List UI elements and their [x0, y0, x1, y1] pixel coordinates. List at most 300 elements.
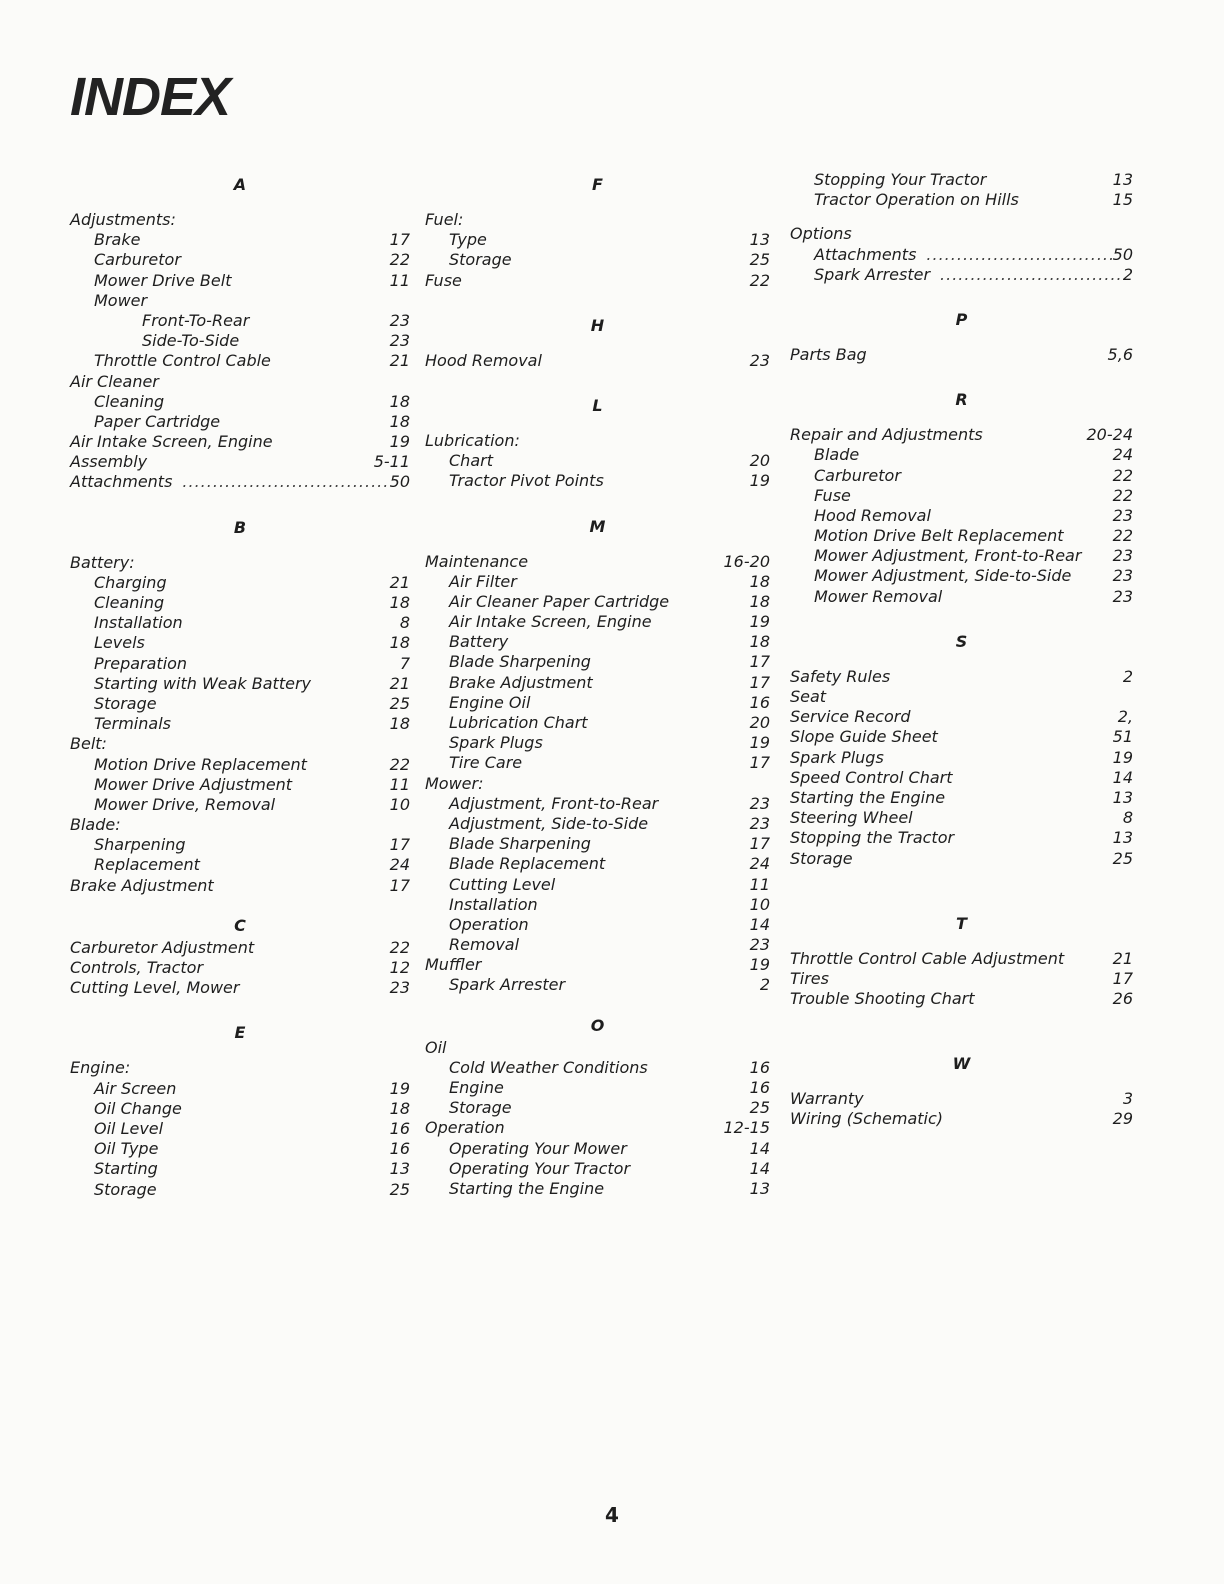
entry-page-number: 11	[389, 270, 410, 290]
entry-label: Safety Rules	[790, 666, 891, 686]
entry-label: Charging	[94, 572, 167, 592]
entry-label: Starting	[94, 1159, 158, 1179]
entry-page-number: 23	[1112, 566, 1133, 586]
entry-page-number: 21	[389, 572, 410, 592]
index-entry	[790, 546, 1133, 566]
section-letter: W	[952, 1054, 971, 1074]
section-letter: O	[590, 1015, 605, 1035]
index-entry	[790, 170, 1133, 190]
entry-page-number: 25	[389, 1179, 410, 1199]
index-entry	[425, 814, 770, 834]
entry-label: Blade Replacement	[449, 854, 606, 874]
index-entry	[70, 978, 410, 998]
index-entry	[790, 345, 1133, 365]
index-entry	[425, 753, 770, 773]
index-entry	[790, 1089, 1133, 1109]
entry-label: Spark Plugs	[449, 733, 543, 753]
entry-label: Battery:	[70, 552, 135, 572]
entry-label: Tractor Operation on Hills	[814, 190, 1019, 210]
entry-label: Mower Adjustment, Side-to-Side	[814, 566, 1072, 586]
index-entry	[70, 938, 410, 958]
index-entry	[425, 612, 770, 632]
entry-page-number: 14	[1112, 767, 1133, 787]
entry-page-number: 2,	[1117, 707, 1133, 727]
index-entry	[70, 714, 410, 734]
entry-label: Mower Drive Adjustment	[94, 774, 293, 794]
entry-label: Starting the Engine	[790, 787, 946, 807]
entry-label: Type	[449, 230, 487, 250]
entry-page-number: 29	[1112, 1109, 1133, 1129]
entry-label: Carburetor	[94, 250, 181, 270]
entry-label: Hood Removal	[425, 350, 542, 370]
index-entry	[790, 245, 1133, 265]
index-entry	[425, 975, 770, 995]
entry-page-number: 17	[389, 835, 410, 855]
entry-page-number: 11	[389, 774, 410, 794]
index-entry	[425, 230, 770, 250]
entry-page-number: 13	[1112, 787, 1133, 807]
entry-label: Engine	[449, 1078, 504, 1097]
entry-page-number: 19	[749, 955, 770, 975]
entry-page-number: 19	[389, 1078, 410, 1098]
section-spacer	[70, 493, 410, 513]
entry-page-number: 18	[749, 571, 770, 591]
section-letter: S	[955, 631, 968, 651]
index-entry	[425, 1038, 770, 1058]
index-entry	[70, 472, 410, 492]
entry-page-number: 23	[389, 978, 410, 998]
index-entry	[425, 733, 770, 753]
index-entry	[70, 1119, 410, 1139]
index-entry	[70, 1159, 410, 1179]
index-entry	[70, 230, 410, 250]
entry-label: Mower Drive Belt	[94, 270, 232, 290]
entry-label: Speed Control Chart	[790, 767, 953, 787]
entry-page-number: 23	[749, 793, 770, 813]
index-entry	[425, 895, 770, 915]
index-entry	[425, 451, 770, 471]
index-entry	[70, 210, 410, 230]
entry-page-number: 22	[389, 937, 410, 957]
index-entry	[70, 351, 410, 371]
index-entry	[70, 835, 410, 855]
index-entry	[70, 372, 410, 392]
index-entry	[70, 734, 410, 754]
entry-label: Slope Guide Sheet	[790, 727, 938, 747]
index-entry	[70, 958, 410, 978]
entry-label: Adjustments:	[70, 210, 176, 229]
index-entry	[790, 224, 1133, 244]
entry-page-number: 23	[389, 331, 410, 351]
index-entry	[70, 311, 410, 331]
index-entry	[790, 828, 1133, 848]
index-entry	[70, 1079, 410, 1099]
dot-leader	[940, 265, 1123, 285]
entry-page-number: 5-11	[373, 452, 410, 472]
entry-label: Fuse	[425, 270, 462, 290]
entry-label: Tire Care	[449, 753, 523, 773]
entry-label: Storage	[449, 1098, 512, 1118]
index-entry	[70, 1139, 410, 1159]
index-entry	[425, 271, 770, 291]
entry-page-number: 24	[1112, 445, 1133, 465]
entry-label: Throttle Control Cable	[94, 351, 271, 371]
entry-label: Mower Removal	[814, 586, 943, 606]
entry-page-number: 12	[389, 958, 410, 977]
index-entry	[790, 425, 1133, 445]
entry-page-number: 19	[749, 471, 770, 491]
entry-page-number: 51	[1112, 727, 1133, 747]
entry-label: Cleaning	[94, 593, 165, 612]
entry-page-number: 17	[1112, 968, 1133, 988]
entry-page-number: 23	[749, 813, 770, 833]
entry-label: Mower:	[425, 773, 484, 793]
entry-label: Cutting Level, Mower	[70, 978, 240, 998]
index-entry	[425, 774, 770, 794]
section-spacer	[425, 371, 770, 391]
index-entry	[425, 935, 770, 955]
entry-label: Oil Change	[94, 1098, 182, 1118]
index-entry	[70, 573, 410, 593]
entry-label: Lubrication Chart	[449, 713, 588, 732]
entry-label: Storage	[94, 1179, 157, 1199]
entry-page-number: 17	[749, 753, 770, 773]
entry-label: Spark Arrester	[814, 264, 931, 284]
entry-page-number: 16	[749, 1057, 770, 1077]
index-entry	[70, 432, 410, 452]
index-entry	[425, 431, 770, 451]
entry-page-number: 18	[749, 591, 770, 611]
index-entry	[425, 713, 770, 733]
entry-label: Air Cleaner	[70, 371, 159, 391]
index-entry	[70, 291, 410, 311]
index-entry	[425, 875, 770, 895]
entry-label: Options	[790, 224, 852, 244]
index-entry	[425, 1118, 770, 1138]
entry-label: Terminals	[94, 714, 171, 734]
index-entry	[70, 452, 410, 472]
entry-page-number: 5,6	[1107, 344, 1133, 364]
index-column-1	[70, 170, 410, 1200]
section-letter: T	[956, 913, 967, 933]
index-entry	[790, 526, 1133, 546]
section-letter: E	[234, 1023, 246, 1043]
index-entry	[790, 486, 1133, 506]
entry-page-number: 22	[389, 250, 410, 270]
entry-page-number: 23	[1112, 586, 1133, 606]
entry-page-number: 10	[389, 794, 410, 814]
entry-page-number: 16	[749, 692, 770, 712]
entry-label: Air Filter	[449, 571, 517, 591]
entry-page-number: 8	[1122, 808, 1133, 828]
entry-page-number: 18	[389, 633, 410, 653]
index-entry	[70, 855, 410, 875]
index-entry	[790, 707, 1133, 727]
entry-page-number: 18	[389, 714, 410, 734]
entry-label: Mower Adjustment, Front-to-Rear	[814, 546, 1082, 566]
entry-label: Carburetor	[814, 465, 901, 485]
index-entry	[425, 351, 770, 371]
page-number: 4	[605, 1503, 619, 1527]
entry-label: Adjustment, Front-to-Rear	[449, 793, 659, 813]
entry-label: Chart	[449, 451, 493, 471]
index-entry	[425, 1179, 770, 1199]
entry-label: Stopping Your Tractor	[814, 170, 987, 189]
entry-label: Storage	[449, 250, 512, 270]
index-column-3	[790, 170, 1133, 1130]
entry-label: Belt:	[70, 734, 107, 754]
section-spacer	[70, 998, 410, 1018]
entry-page-number: 25	[749, 1098, 770, 1118]
entry-label: Assembly	[70, 452, 148, 472]
entry-label: Service Record	[790, 707, 911, 727]
index-entry	[790, 445, 1133, 465]
entry-page-number: 22	[389, 754, 410, 774]
entry-page-number: 16	[389, 1118, 410, 1138]
entry-page-number: 20	[749, 713, 770, 732]
index-entry	[70, 613, 410, 633]
entry-page-number: 13	[389, 1159, 410, 1179]
entry-page-number: 23	[749, 935, 770, 955]
entry-label: Wiring (Schematic)	[790, 1109, 943, 1129]
entry-label: Tractor Pivot Points	[449, 471, 604, 491]
entry-page-number: 21	[389, 351, 410, 371]
entry-label: Stopping the Tractor	[790, 828, 955, 848]
entry-label: Oil Type	[94, 1139, 159, 1159]
entry-page-number: 19	[389, 432, 410, 452]
index-entry	[425, 210, 770, 230]
entry-page-number: 18	[389, 391, 410, 411]
index-entry	[425, 693, 770, 713]
entry-page-number: 21	[389, 673, 410, 693]
entry-page-number: 18	[389, 1098, 410, 1118]
entry-label: Adjustment, Side-to-Side	[449, 813, 649, 833]
index-entry	[790, 849, 1133, 869]
index-entry	[790, 587, 1133, 607]
entry-label: Engine:	[70, 1058, 131, 1078]
index-entry	[790, 788, 1133, 808]
entry-page-number: 24	[389, 855, 410, 875]
index-entry	[790, 190, 1133, 210]
entry-page-number: 23	[389, 310, 410, 330]
entry-label: Oil	[425, 1037, 447, 1057]
entry-label: Trouble Shooting Chart	[790, 989, 975, 1009]
entry-page-number: 14	[749, 914, 770, 934]
entry-page-number: 21	[1112, 948, 1133, 968]
index-entry	[790, 727, 1133, 747]
entry-page-number: 23	[749, 350, 770, 370]
entry-label: Engine Oil	[449, 692, 531, 712]
entry-page-number: 18	[749, 632, 770, 652]
entry-label: Attachments	[70, 472, 173, 492]
entry-label: Battery	[449, 632, 509, 652]
entry-label: Storage	[790, 848, 853, 868]
index-entry	[70, 815, 410, 835]
entry-page-number: 18	[389, 411, 410, 431]
index-entry	[425, 1098, 770, 1118]
entry-page-number: 20-24	[1086, 425, 1133, 445]
section-spacer	[425, 996, 770, 1016]
entry-label: Air Intake Screen, Engine	[70, 432, 273, 452]
section-letter: H	[590, 315, 605, 335]
index-entry	[70, 674, 410, 694]
entry-label: Air Intake Screen, Engine	[449, 612, 652, 632]
entry-page-number: 24	[749, 854, 770, 874]
entry-label: Tires	[790, 968, 829, 988]
entry-page-number: 8	[399, 613, 410, 633]
entry-label: Operating Your Tractor	[449, 1158, 631, 1178]
index-entry	[425, 652, 770, 672]
entry-page-number: 22	[1112, 485, 1133, 505]
entry-label: Paper Cartridge	[94, 411, 221, 431]
entry-label: Cold Weather Conditions	[449, 1057, 648, 1077]
entry-label: Spark Plugs	[790, 747, 884, 767]
entry-page-number: 16	[749, 1078, 770, 1097]
entry-label: Warranty	[790, 1089, 864, 1109]
section-spacer	[425, 291, 770, 311]
index-entry	[70, 876, 410, 896]
index-entry	[425, 471, 770, 491]
index-entry	[790, 466, 1133, 486]
section-letter: P	[955, 309, 968, 329]
index-entry	[790, 265, 1133, 285]
entry-page-number: 15	[1112, 190, 1133, 210]
entry-label: Brake	[94, 230, 141, 250]
index-entry	[425, 572, 770, 592]
index-entry	[425, 1058, 770, 1078]
entry-page-number: 13	[1112, 828, 1133, 848]
entry-page-number: 19	[1112, 747, 1133, 767]
section-letter: M	[589, 516, 606, 536]
index-entry	[70, 1099, 410, 1119]
section-letter: A	[233, 175, 247, 194]
index-entry	[790, 949, 1133, 969]
section-spacer	[790, 607, 1133, 627]
index-entry	[790, 687, 1133, 707]
section-letter: B	[233, 517, 247, 537]
entry-label: Brake Adjustment	[449, 672, 593, 692]
entry-label: Maintenance	[425, 551, 529, 571]
entry-page-number: 18	[389, 593, 410, 612]
index-entry	[70, 412, 410, 432]
index-entry	[425, 1078, 770, 1098]
index-column-2	[425, 170, 770, 1199]
index-entry	[425, 592, 770, 612]
index-entry	[425, 1159, 770, 1179]
entry-page-number: 25	[749, 250, 770, 270]
entry-label: Parts Bag	[790, 344, 867, 364]
entry-page-number: 17	[749, 834, 770, 854]
index-entry	[790, 1109, 1133, 1129]
entry-label: Replacement	[94, 855, 200, 875]
entry-label: Muffler	[425, 955, 482, 975]
entry-label: Brake Adjustment	[70, 875, 214, 895]
index-entry	[70, 1058, 410, 1078]
entry-page-number: 19	[749, 612, 770, 632]
index-entry	[425, 673, 770, 693]
entry-label: Lubrication:	[425, 430, 520, 450]
dot-leader	[926, 245, 1112, 265]
entry-label: Motion Drive Replacement	[94, 754, 307, 774]
index-entry	[425, 915, 770, 935]
entry-label: Blade	[814, 445, 860, 465]
entry-page-number: 26	[1112, 989, 1133, 1009]
entry-page-number: 13	[749, 1178, 770, 1198]
entry-page-number: 12-15	[723, 1118, 770, 1138]
index-entry	[70, 633, 410, 653]
section-letter: F	[592, 175, 603, 194]
index-entry	[425, 834, 770, 854]
entry-label: Spark Arrester	[449, 975, 566, 995]
entry-label: Throttle Control Cable Adjustment	[790, 948, 1065, 968]
entry-page-number: 23	[1112, 546, 1133, 566]
entry-label: Oil Level	[94, 1118, 164, 1138]
entry-label: Air Screen	[94, 1078, 177, 1098]
entry-page-number: 17	[749, 672, 770, 692]
entry-page-number: 10	[749, 894, 770, 914]
entry-label: Operation	[449, 914, 529, 934]
index-entry	[70, 392, 410, 412]
entry-label: Fuse	[814, 485, 851, 505]
entry-page-number: 7	[399, 653, 410, 673]
section-spacer	[790, 1009, 1133, 1049]
section-spacer	[790, 365, 1133, 385]
entry-label: Removal	[449, 935, 520, 955]
entry-label: Steering Wheel	[790, 808, 913, 828]
entry-page-number: 2	[1122, 264, 1133, 284]
index-entry	[425, 250, 770, 270]
index-entry	[790, 768, 1133, 788]
section-spacer	[425, 492, 770, 512]
entry-page-number: 13	[1112, 170, 1133, 189]
section-letter: R	[955, 390, 968, 410]
index-entry	[70, 755, 410, 775]
entry-label: Side-To-Side	[142, 331, 240, 351]
entry-label: Starting with Weak Battery	[94, 673, 311, 693]
index-entry	[790, 566, 1133, 586]
index-entry	[425, 854, 770, 874]
index-entry	[790, 667, 1133, 687]
page-title: INDEX	[70, 67, 231, 127]
entry-label: Hood Removal	[814, 505, 931, 525]
entry-page-number: 17	[389, 875, 410, 895]
index-entry	[425, 794, 770, 814]
index-entry	[70, 331, 410, 351]
entry-label: Starting the Engine	[449, 1178, 605, 1198]
entry-label: Motion Drive Belt Replacement	[814, 526, 1064, 546]
index-entry	[425, 1139, 770, 1159]
index-entry	[70, 654, 410, 674]
entry-label: Operation	[425, 1118, 505, 1138]
entry-label: Operating Your Mower	[449, 1138, 627, 1158]
entry-page-number: 22	[1112, 526, 1133, 546]
entry-label: Carburetor Adjustment	[70, 937, 255, 957]
entry-label: Preparation	[94, 653, 188, 673]
entry-label: Sharpening	[94, 835, 186, 855]
entry-label: Fuel:	[425, 210, 464, 229]
entry-label: Air Cleaner Paper Cartridge	[449, 591, 670, 611]
index-entry	[790, 210, 1133, 224]
index-entry	[70, 250, 410, 270]
index-entry	[790, 748, 1133, 768]
dot-leader	[182, 472, 389, 492]
entry-page-number: 19	[749, 733, 770, 753]
entry-page-number: 50	[1112, 244, 1133, 264]
entry-label: Mower	[94, 290, 148, 310]
section-letter: L	[592, 395, 603, 415]
section-letter: C	[234, 915, 246, 935]
entry-page-number: 22	[749, 270, 770, 290]
